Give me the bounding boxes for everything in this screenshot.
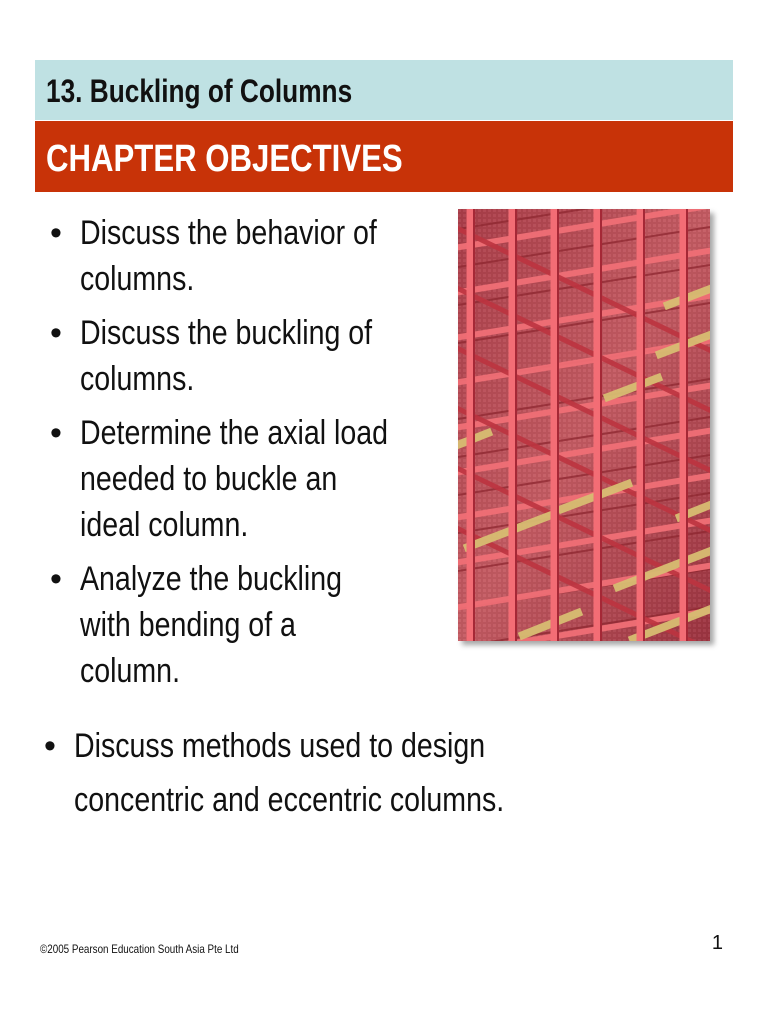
objective-text: Discuss methods used to design concentric and eccentric columns. xyxy=(74,727,505,819)
steel-frame-photo-icon xyxy=(458,209,710,641)
bullet-icon: • xyxy=(50,314,62,352)
objective-item xyxy=(50,556,480,694)
bullet-icon: • xyxy=(50,214,62,252)
objective-text: Discuss the behavior of columns. xyxy=(80,214,377,298)
objective-item xyxy=(50,210,480,302)
steel-frame-photo xyxy=(458,209,710,641)
chapter-title: 13. Buckling of Columns xyxy=(46,73,353,109)
bullet-icon: • xyxy=(44,727,56,765)
objective-text: Determine the axial load needed to buckle an ideal column. xyxy=(80,414,388,544)
bullet-icon: • xyxy=(50,560,62,598)
objective-item xyxy=(50,310,480,402)
objectives-heading: CHAPTER OBJECTIVES xyxy=(46,138,403,180)
copyright-notice: ©2005 Pearson Education South Asia Pte Ltd xyxy=(40,942,239,956)
objective-item-wide xyxy=(44,719,684,827)
objective-text: Analyze the buckling with bending of a column. xyxy=(80,560,342,690)
bullet-icon: • xyxy=(50,414,62,452)
objectives-list xyxy=(50,210,480,702)
objective-item xyxy=(50,410,480,548)
objective-text: Discuss the buckling of columns. xyxy=(80,314,373,398)
page-number: 1 xyxy=(711,932,723,954)
